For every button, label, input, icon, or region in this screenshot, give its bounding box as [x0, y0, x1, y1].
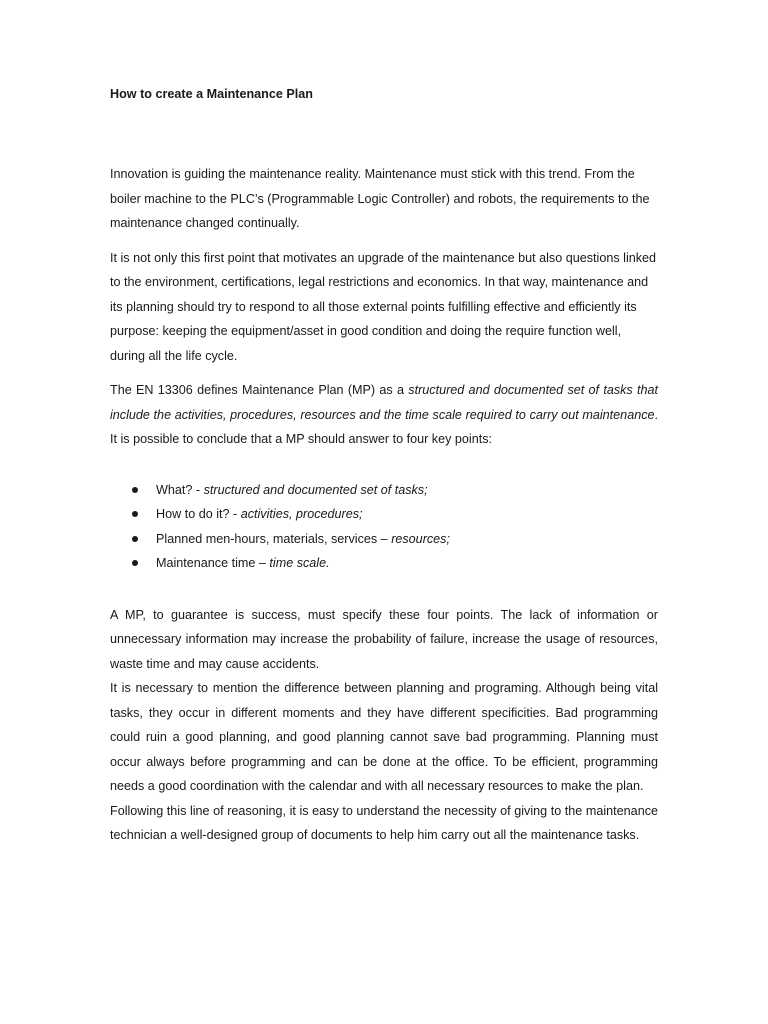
paragraph-innovation: Innovation is guiding the maintenance reality. Maintenance must stick with this trend. From the boiler machine to the PLC’s (Programmable Logic Controller) and robots, the requirements to the maintenance changed continually.: [110, 167, 650, 230]
paragraph-conclusion: Following this line of reasoning, it is easy to understand the necessity of giving to the maintenance technician a well-designed group of documents to help him carry out all the maintenance tasks.: [110, 803, 658, 842]
paragraph-definition: [110, 378, 658, 452]
bullet-icon: [132, 560, 138, 566]
list-item-italic: activities, procedures;: [240, 507, 363, 521]
list-item-label: Maintenance time –: [156, 556, 270, 570]
document-body: [110, 84, 658, 848]
list-item: [110, 478, 658, 503]
list-item: [110, 527, 658, 552]
definition-tail: . It is possible to conclude that a MP should answer to four key points:: [110, 407, 658, 446]
bullet-icon: [132, 487, 138, 493]
bullet-icon: [132, 536, 138, 542]
list-item-italic: time scale.: [269, 556, 330, 570]
list-item-italic: structured and documented set of tasks;: [203, 482, 428, 497]
document-title: How to create a Maintenance Plan: [110, 87, 313, 101]
list-item-label: What? -: [156, 482, 204, 497]
definition-lead: The EN 13306 defines Maintenance Plan (MP) as a: [110, 383, 409, 397]
bullet-icon: [132, 511, 138, 517]
list-item-italic: resources;: [391, 531, 450, 546]
paragraph-motivation: It is not only this first point that motivates an upgrade of the maintenance but also questions linked to the environment, certifications, legal restrictions and economics. In that way, maintenance and its planning should try to respond to all those external points fulfilling effective and efficiently its purpose: keeping the equipment/asset in good condition and doing the require function well, during all the life cycle.: [110, 250, 657, 363]
paragraph-planning-vs-programming: It is necessary to mention the difference between planning and programing. Although being vital tasks, they occur in different moments and they have different specificities. Bad programming could ruin a good planning, and good planning cannot save bad programming. Planning must occur always before programming and can be done at the office. To be efficient, programming needs a good coordination with the calendar and with all necessary resources to make the plan.: [110, 681, 658, 793]
key-points-list: [110, 478, 658, 576]
list-item-label: Planned men-hours, materials, services –: [156, 531, 392, 546]
paragraph-success: A MP, to guarantee is success, must specify these four points. The lack of information or unnecessary information may increase the probability of failure, increase the usage of resources, waste time and may cause accidents.: [110, 607, 658, 671]
list-item: [110, 551, 658, 576]
list-item: [110, 502, 658, 527]
definition-quote: structured and documented set of tasks that include the activities, procedures, resources and the time scale required to carry out maintenance: [110, 383, 658, 422]
list-item-label: How to do it? -: [156, 507, 241, 521]
